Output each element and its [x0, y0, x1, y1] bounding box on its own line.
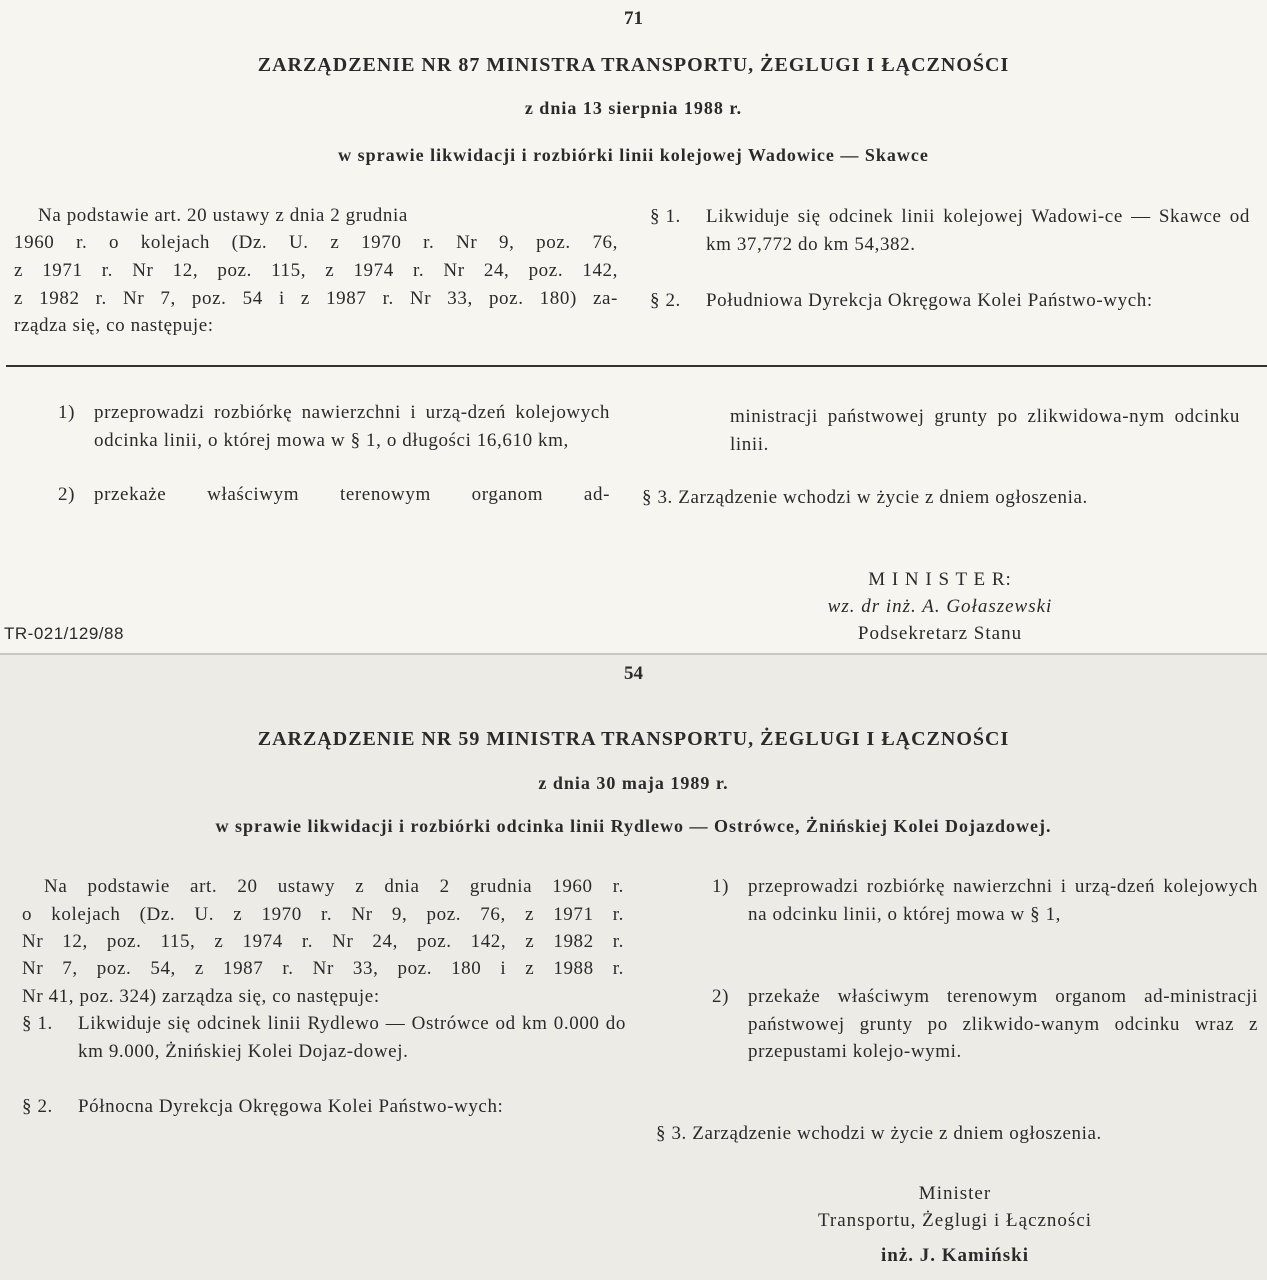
preamble-line: o kolejach (Dz. U. z 1970 r. Nr 9, poz. 76, z 1971 r.	[22, 904, 624, 925]
preamble-line: Na podstawie art. 20 ustawy z dnia 2 grudnia	[38, 205, 408, 226]
preamble-line: Nr 7, poz. 54, z 1987 r. Nr 33, poz. 180 i z 1988 r.	[22, 958, 624, 979]
list-item-number: 2)	[58, 484, 76, 505]
signature-block	[730, 1180, 1180, 1269]
section-divider	[6, 365, 1267, 367]
paragraph-2	[22, 1093, 626, 1121]
paragraph-3: § 3. Zarządzenie wchodzi w życie z dniem ogłoszenia.	[642, 487, 1088, 508]
signature-role: Podsekretarz Stanu	[857, 623, 1023, 644]
signature-name: wz. dr inż. A. Gołaszewski	[827, 596, 1053, 617]
document-date: z dnia 30 maja 1989 r.	[538, 773, 729, 793]
paragraph-1	[22, 1010, 626, 1065]
signature-ministry: Transportu, Żeglugi i Łączności	[817, 1210, 1093, 1231]
paragraph-3: § 3. Zarządzenie wchodzi w życie z dniem ogłoszenia.	[656, 1123, 1102, 1144]
paragraph-text: Północna Dyrekcja Okręgowa Kolei Państwo-wych:	[78, 1096, 504, 1117]
preamble-line: z 1971 r. Nr 12, poz. 115, z 1974 r. Nr 24, poz. 142,	[14, 260, 618, 281]
paragraph-text: Południowa Dyrekcja Okręgowa Kolei Państwo-wych:	[706, 290, 1153, 311]
preamble-line: Nr 12, poz. 115, z 1974 r. Nr 24, poz. 142, z 1982 r.	[22, 931, 624, 952]
list-item-1	[712, 873, 1258, 928]
preamble-line: Nr 41, poz. 324) zarządza się, co następuje:	[22, 986, 380, 1007]
list-item-2	[58, 481, 610, 509]
page-number: 71	[624, 8, 643, 29]
preamble-line: z 1982 r. Nr 7, poz. 54 i z 1987 r. Nr 33, poz. 180) za-	[14, 288, 618, 309]
reference-number: TR-021/129/88	[4, 624, 124, 643]
signature-title: M I N I S T E R:	[868, 569, 1012, 590]
list-item-2	[712, 983, 1258, 1066]
list-item-number: 2)	[712, 986, 730, 1007]
paragraph-number: § 2.	[650, 290, 681, 311]
signature-title: Minister	[918, 1183, 992, 1204]
document-date: z dnia 13 sierpnia 1988 r.	[524, 98, 743, 118]
document-subject: w sprawie likwidacji i rozbiórki linii kolejowej Wadowice — Skawce	[338, 145, 929, 165]
signature-name: inż. J. Kamiński	[881, 1245, 1029, 1266]
list-item-text: przeprowadzi rozbiórkę nawierzchni i urzą-dzeń kolejowych na odcinku linii, o której mowa w § 1,	[748, 876, 1258, 925]
list-item-number: 1)	[712, 876, 730, 897]
signature-block	[720, 566, 1160, 647]
list-item-2-continued: ministracji państwowej grunty po zlikwidowa-nym odcinku linii.	[730, 406, 1240, 455]
paragraph-1	[650, 203, 1250, 258]
document-title: ZARZĄDZENIE NR 59 MINISTRA TRANSPORTU, ŻEGLUGI I ŁĄCZNOŚCI	[257, 728, 1010, 750]
paragraph-text: Likwiduje się odcinek linii kolejowej Wadowi-ce — Skawce od km 37,772 do km 54,382.	[706, 206, 1250, 255]
paragraph-number: § 2.	[22, 1096, 53, 1117]
list-item-number: 1)	[58, 402, 76, 423]
preamble-line: Na podstawie art. 20 ustawy z dnia 2 grudnia 1960 r.	[44, 876, 624, 897]
list-item-text: przeprowadzi rozbiórkę nawierzchni i urzą-dzeń kolejowych odcinka linii, o której mowa w § 1, o długości 16,610 km,	[94, 402, 610, 451]
list-item-1	[58, 399, 610, 454]
document-title: ZARZĄDZENIE NR 87 MINISTRA TRANSPORTU, ŻEGLUGI I ŁĄCZNOŚCI	[257, 54, 1010, 76]
page-number: 54	[624, 663, 643, 684]
list-item-text: przekaże właściwym terenowym organom ad-	[94, 484, 610, 505]
preamble-line: 1960 r. o kolejach (Dz. U. z 1970 r. Nr 9, poz. 76,	[14, 232, 618, 253]
paragraph-2	[650, 287, 1250, 315]
paragraph-number: § 1.	[650, 206, 681, 227]
document-page-54	[0, 655, 1267, 1280]
preamble-line: rządza się, co następuje:	[14, 315, 214, 336]
paragraph-text: Likwiduje się odcinek linii Rydlewo — Ostrówce od km 0.000 do km 9.000, Żnińskiej Kolei Dojaz-dowej.	[78, 1013, 626, 1062]
list-item-text: przekaże właściwym terenowym organom ad-ministracji państwowej grunty po zlikwido-wanym odcinku wraz z przepustami kolejo-wymi.	[748, 986, 1258, 1062]
paragraph-number: § 1.	[22, 1013, 53, 1034]
document-subject: w sprawie likwidacji i rozbiórki odcinka linii Rydlewo — Ostrówce, Żnińskiej Kolei Dojazdowej.	[215, 816, 1052, 836]
